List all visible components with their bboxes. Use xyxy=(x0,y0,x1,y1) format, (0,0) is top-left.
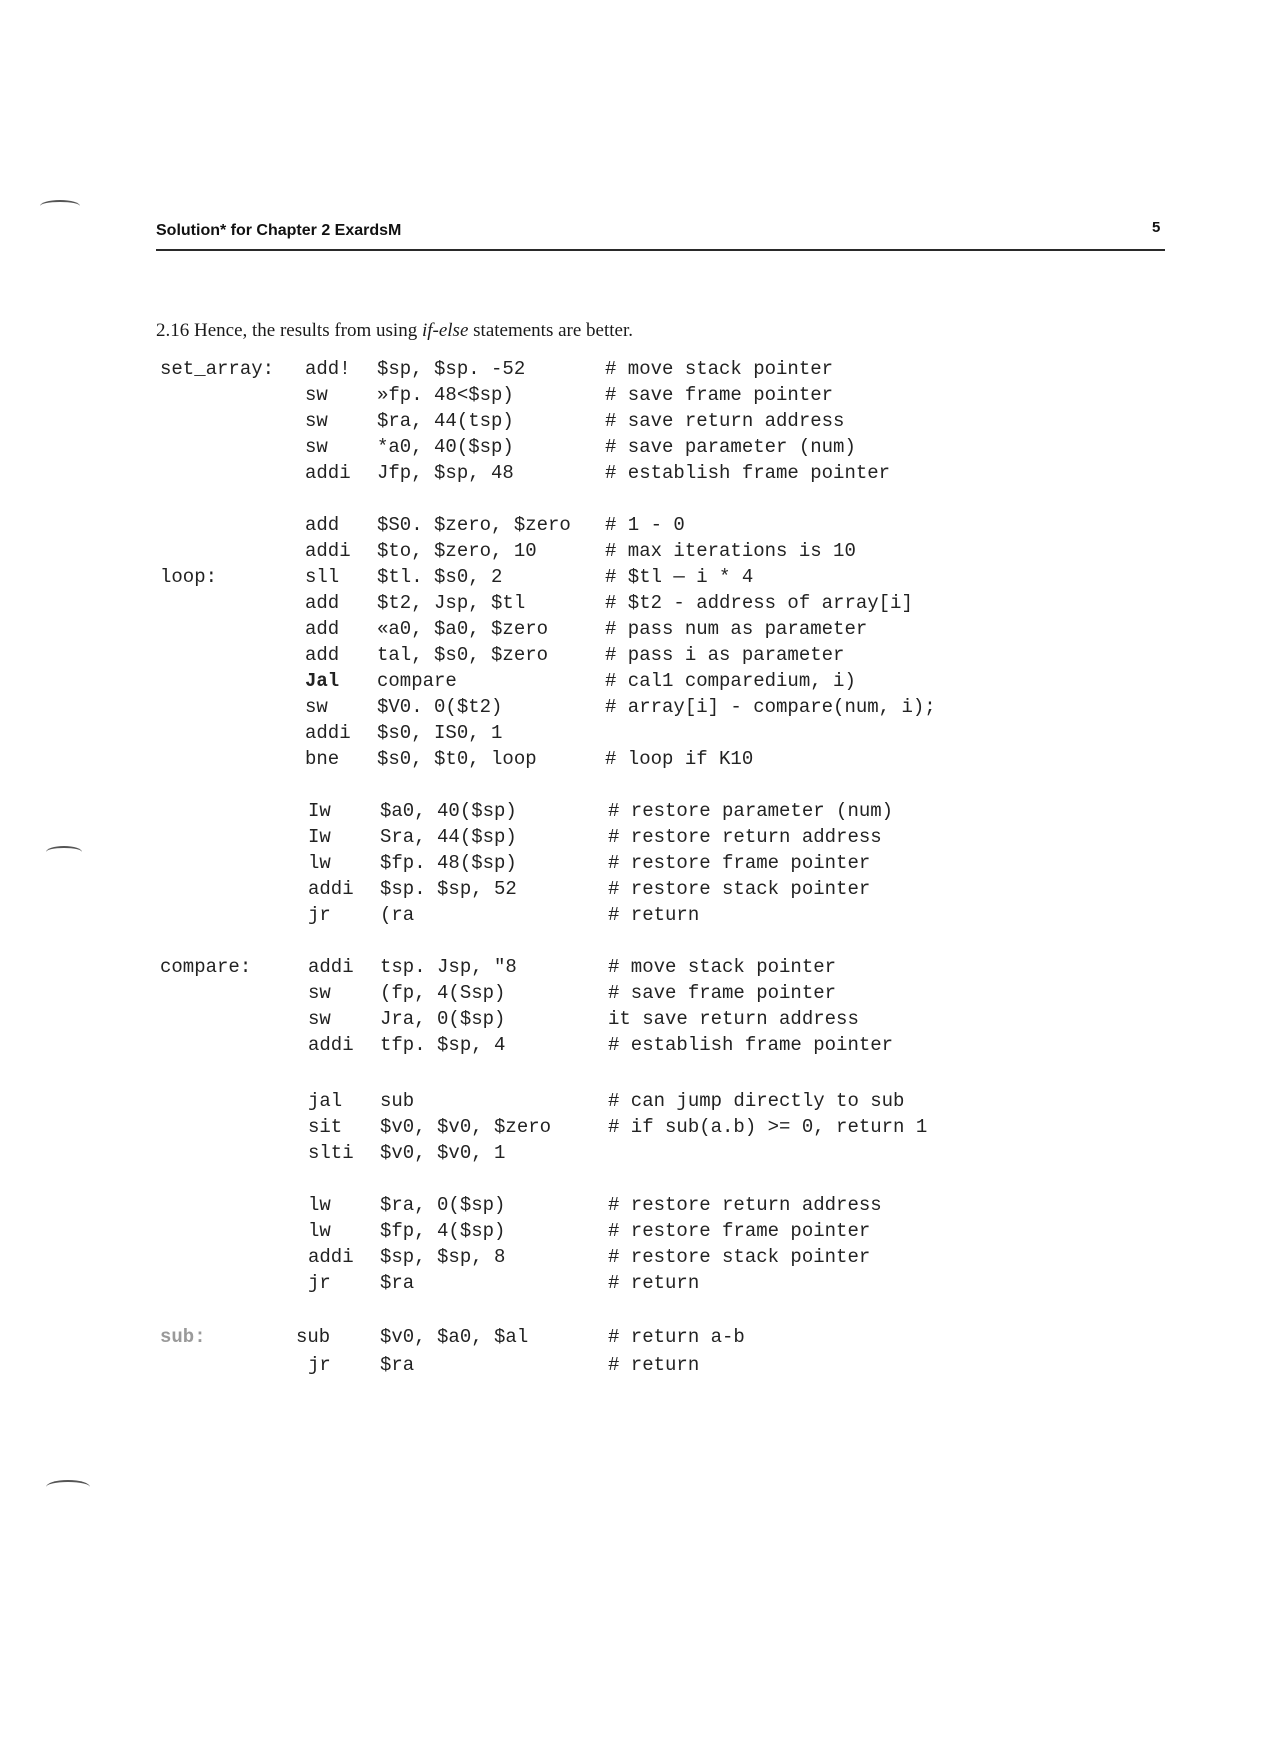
code-operands: sub xyxy=(380,1090,415,1112)
code-operands: tsp. Jsp, "8 xyxy=(380,956,517,978)
code-comment: # restore return address xyxy=(608,1194,882,1216)
code-opcode: addi xyxy=(305,540,351,562)
code-comment: # restore return address xyxy=(608,826,882,848)
code-comment: # save return address xyxy=(605,410,845,432)
code-opcode: add xyxy=(305,618,340,640)
code-operands: Jra, 0($sp) xyxy=(380,1008,506,1030)
code-operands: $sp, $sp, 8 xyxy=(380,1246,506,1268)
code-comment: # restore frame pointer xyxy=(608,1220,871,1242)
code-comment: # loop if K10 xyxy=(605,748,754,770)
code-opcode: Iw xyxy=(308,826,331,848)
code-comment: # restore parameter (num) xyxy=(608,800,894,822)
code-operands: $ra, 44(tsp) xyxy=(377,410,514,432)
code-opcode: sw xyxy=(308,982,331,1004)
code-comment: # max iterations is 10 xyxy=(605,540,856,562)
exercise-number: 2.16 xyxy=(156,320,190,341)
code-opcode: add xyxy=(305,592,340,614)
code-opcode: jr xyxy=(308,1272,331,1294)
code-operands: $s0, IS0, 1 xyxy=(377,722,503,744)
code-comment: # cal1 comparedium, i) xyxy=(605,670,856,692)
binder-mark xyxy=(46,846,82,858)
code-opcode: jal xyxy=(308,1090,343,1112)
code-operands: (ra xyxy=(380,904,415,926)
code-operands: $s0, $t0, loop xyxy=(377,748,537,770)
code-operands: Sra, 44($sp) xyxy=(380,826,517,848)
code-opcode: sw xyxy=(308,1008,331,1030)
page-number: 5 xyxy=(1152,219,1161,236)
code-opcode: addi xyxy=(305,462,351,484)
code-opcode: add xyxy=(305,644,340,666)
header-rule xyxy=(156,249,1165,251)
code-comment: # return xyxy=(608,904,700,926)
code-comment: # restore frame pointer xyxy=(608,852,871,874)
code-opcode: bne xyxy=(305,748,340,770)
code-operands: $t2, Jsp, $tl xyxy=(377,592,526,614)
code-comment: it save return address xyxy=(608,1008,859,1030)
code-comment: # return xyxy=(608,1272,700,1294)
code-comment: # establish frame pointer xyxy=(608,1034,894,1056)
code-operands: $to, $zero, 10 xyxy=(377,540,537,562)
code-opcode: sw xyxy=(305,696,328,718)
intro-text-after: statements are better. xyxy=(473,320,633,341)
code-comment: # if sub(a.b) >= 0, return 1 xyxy=(608,1116,928,1138)
code-operands: $tl. $s0, 2 xyxy=(377,566,503,588)
code-opcode: addi xyxy=(308,878,354,900)
code-comment: # pass num as parameter xyxy=(605,618,868,640)
code-operands: $fp. 48($sp) xyxy=(380,852,517,874)
code-opcode: sw xyxy=(305,410,328,432)
code-comment: # restore stack pointer xyxy=(608,1246,871,1268)
code-opcode: sw xyxy=(305,436,328,458)
code-operands: $a0, 40($sp) xyxy=(380,800,517,822)
code-label: sub: xyxy=(160,1326,206,1348)
exercise-intro xyxy=(156,320,633,342)
code-opcode: sub xyxy=(296,1326,331,1348)
code-opcode: jr xyxy=(308,1354,331,1376)
code-opcode: Jal xyxy=(305,670,340,692)
code-opcode: addi xyxy=(308,956,354,978)
code-operands: $v0, $v0, $zero xyxy=(380,1116,552,1138)
code-operands: $ra, 0($sp) xyxy=(380,1194,506,1216)
code-comment: # return xyxy=(608,1354,700,1376)
code-operands: $v0, $v0, 1 xyxy=(380,1142,506,1164)
code-opcode: sw xyxy=(305,384,328,406)
code-opcode: sit xyxy=(308,1116,343,1138)
code-operands: »fp. 48<$sp) xyxy=(377,384,514,406)
code-opcode: add! xyxy=(305,358,351,380)
code-opcode: addi xyxy=(308,1246,354,1268)
code-comment: # save parameter (num) xyxy=(605,436,856,458)
code-operands: $v0, $a0, $al xyxy=(380,1326,529,1348)
code-operands: compare xyxy=(377,670,457,692)
code-label: set_array: xyxy=(160,358,275,380)
code-comment: # save frame pointer xyxy=(608,982,837,1004)
code-opcode: lw xyxy=(308,1220,331,1242)
code-comment: # save frame pointer xyxy=(605,384,834,406)
code-label: loop: xyxy=(160,566,218,588)
code-comment: # pass i as parameter xyxy=(605,644,845,666)
code-comment: # can jump directly to sub xyxy=(608,1090,905,1112)
code-comment: # return a-b xyxy=(608,1326,745,1348)
code-operands: $ra xyxy=(380,1272,415,1294)
code-operands: (fp, 4(Ssp) xyxy=(380,982,506,1004)
code-comment: # $tl — i * 4 xyxy=(605,566,754,588)
code-comment: # restore stack pointer xyxy=(608,878,871,900)
code-comment: # establish frame pointer xyxy=(605,462,891,484)
code-opcode: slti xyxy=(308,1142,354,1164)
code-opcode: lw xyxy=(308,852,331,874)
code-operands: $S0. $zero, $zero xyxy=(377,514,571,536)
intro-text-before: Hence, the results from using xyxy=(194,320,418,341)
code-label: compare: xyxy=(160,956,252,978)
code-operands: tal, $s0, $zero xyxy=(377,644,549,666)
code-opcode: sll xyxy=(305,566,340,588)
code-opcode: lw xyxy=(308,1194,331,1216)
code-comment: # 1 - 0 xyxy=(605,514,685,536)
code-operands: *a0, 40($sp) xyxy=(377,436,514,458)
code-operands: tfp. $sp, 4 xyxy=(380,1034,506,1056)
code-operands: $sp, $sp. -52 xyxy=(377,358,526,380)
header-title: Solution* for Chapter 2 ExardsM xyxy=(156,222,402,239)
code-comment: # array[i] - compare(num, i); xyxy=(605,696,936,718)
binder-mark xyxy=(46,1480,90,1494)
code-operands: $sp. $sp, 52 xyxy=(380,878,517,900)
code-comment: # move stack pointer xyxy=(605,358,834,380)
code-opcode: jr xyxy=(308,904,331,926)
code-opcode: Iw xyxy=(308,800,331,822)
code-operands: $fp, 4($sp) xyxy=(380,1220,506,1242)
code-comment: # move stack pointer xyxy=(608,956,837,978)
binder-mark xyxy=(40,200,80,212)
code-opcode: addi xyxy=(305,722,351,744)
code-operands: $V0. 0($t2) xyxy=(377,696,503,718)
code-operands: «a0, $a0, $zero xyxy=(377,618,549,640)
intro-text-italic: if-else xyxy=(421,320,469,341)
code-operands: Jfp, $sp, 48 xyxy=(377,462,514,484)
code-opcode: addi xyxy=(308,1034,354,1056)
code-comment: # $t2 - address of array[i] xyxy=(605,592,913,614)
code-operands: $ra xyxy=(380,1354,415,1376)
code-opcode: add xyxy=(305,514,340,536)
